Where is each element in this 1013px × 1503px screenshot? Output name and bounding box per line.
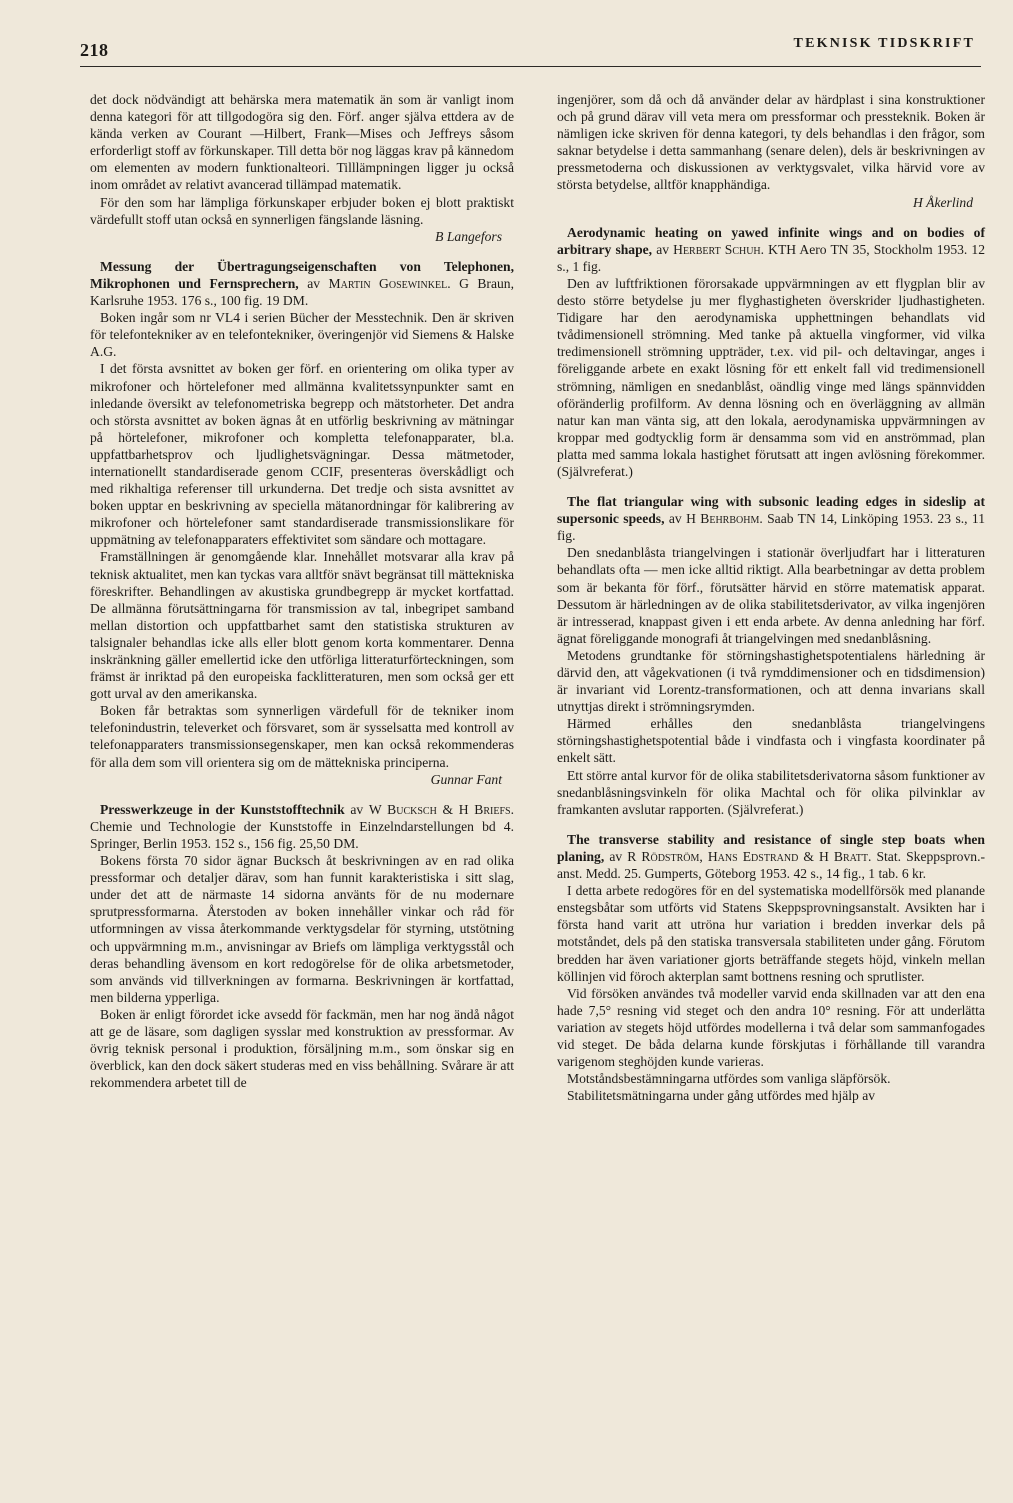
review-author: W Bucksch & H Briefs (368, 801, 511, 817)
review-by: av (609, 848, 623, 864)
review-title: Messung der Übertragungseigenschaften von Telephonen, Mikrophonen und Fernsprechern, (90, 258, 514, 291)
review-author: Herbert Schuh (673, 241, 761, 257)
review-by: av (307, 275, 321, 291)
review-paragraph: Boken får betraktas som synnerligen värdefull för de tekniker inom telefonindustrin, televerket och försvaret, som är sysselsatta med kontroll av telefonapparaters transmissionsegenskaper, men kan också rekommenderas för alla dem som vill orientera sig om de mättekniska principerna. (90, 703, 514, 770)
review-title: Presswerkzeuge in der Kunststofftechnik (100, 801, 345, 817)
review-paragraph: I detta arbete redogöres för en del systematiska modellförsök med planande enstegsbåtar som utförts vid Statens Skeppsprovningsanstalt. Avsikten har i första hand varit att utröna hur variation i bredden inverkar dels på motståndet, dels på den statiska transversala stabiliteten under gång. Förutom bredden har även variationer gjorts beträffande stegets höjd, vinkeln mellan köllinjen vid föroch akterplan samt bottnens resning och sprutlister. (557, 883, 985, 984)
review-heading (90, 258, 514, 309)
review-paragraph: Motståndsbestämningarna utfördes som vanliga släpförsök. (567, 1071, 891, 1087)
reviewer-signature: Gunnar Fant (430, 771, 502, 787)
review-publication: . KTH Aero TN 35, Stockholm 1953. 12 s., 1 fig. (557, 241, 985, 274)
review-heading (557, 493, 985, 544)
review-paragraph: Boken är enligt förordet icke avsedd för fackmän, men har nog ändå något att ge de läsare, som dagligen sysslar med konstruktion av pressformar. Av övrig teknisk personal i produktion, försäljning m.m., som önskar sig en överblick, kan den dock säkert studeras med en viss behållning. Svårare är att rekommendera arbetet till de (90, 1006, 514, 1091)
review-by: av (668, 511, 682, 527)
review-paragraph: Ett större antal kurvor för de olika stabilitetsderivatorna såsom funktioner av snedanblåsningsvinkeln för olika Machtal och för olika pilvinklar av framkanten avslutar rapporten. (Självreferat.) (557, 767, 985, 817)
review-publication: . Saab TN 14, Linköping 1953. 23 s., 11 fig. (557, 511, 985, 544)
review-paragraph: Den av luftfriktionen förorsakade uppvärmningen av ett flygplan blir av desto större betydelse ju mer flyghastigheten överskrider ljudhastigheten. Tidigare har den aerodynamiska upphettningen behandlats vid tvådimensionell strömning. Med tanke på aktuella vingformer, vid vilka tredimensionell strömning uppträder, t.ex. vid pil- och deltavingar, anges i föreliggande arbete en exakt lösning för ett enkelt fall vid tredimensionell strömning, nämligen en snedanblåst, oändlig vinge med längs spännvidden oföränderlig profilform. Av denna lösning och en överläggning av allmän natur kan man vänta sig, att den lokala, aerodynamiska uppvärmningen av kroppar med godtycklig form är densamma som vid en anströmmad, plan platta med samma lokala hastighet förutsatt att ingen avlösning förekommer. (Självreferat.) (557, 275, 985, 479)
review-publication: . G Braun, Karlsruhe 1953. 176 s., 100 fig. 19 DM. (90, 275, 514, 309)
review-publication: . Chemie und Technologie der Kunststoffe in Einzelndarstellungen bd 4. Springer, Berlin 1953. 152 s., 156 fig. 25,50 DM. (90, 801, 514, 851)
review-transverse-stability (557, 831, 985, 1105)
review-paragraph: Vid försöken användes två modeller varvid enda skillnaden var att den ena hade 7,5° resning vid steget och den andra 10° resning. För att underlätta variation av stegets höjd utfördes modellerna i två delar som sammanfogades vid steget. De båda delarna kunde förskjutas i förhållande till varandra varigenom steghöjden kunde varieras. (557, 985, 985, 1070)
review-paragraph: Bokens första 70 sidor ägnar Bucksch åt beskrivningen av en rad olika pressformar och detaljer därav, som han funnit karakteristiska i sitt slag, under det att de närmaste 14 sidorna använts för de nu modernare sprutpressformarna. Återstoden av boken innehåller vinkar och råd för utformningen av vissa återkommande verktygsdelar för styrning, utstötning och uppvärmning m.m., anvisningar av Briefs om lämpliga verktygsstål och deras behandling ävensom en kort redogörelse för de olika arbetsmetoder, som används vid tillverkningen av formarna. Beskrivningen är kortfattad, men bilderna ypperliga. (90, 853, 514, 1005)
continuation-paragraph: det dock nödvändigt att behärska mera matematik än som är vanligt inom denna kategori för att tillgodogöra sig den. Förf. anger själva ettdera av de kända verken av Courant —Hilbert, Frank—Mises och Jeffreys såsom erforderligt stoff av förkunskaper. Till detta bör nog läggas krav på kännedom om elementen av modern funktionalteori. Tilllämpningen ligger ju också inom området av relativt avancerad tillämpad matematik. (90, 92, 514, 193)
continuation-paragraph: För den som har lämpliga förkunskaper erbjuder boken ej blott praktiskt värdefullt stoff utan också en synnerligen fängslande läsning. (90, 194, 514, 227)
review-author: R Rödström, Hans Edstrand & H Bratt (627, 848, 868, 864)
review-title: Aerodynamic heating on yawed infinite wings and on bodies of arbitrary shape, (557, 224, 985, 257)
review-paragraph: Den snedanblåsta triangelvingen i stationär överljudfart har i litteraturen behandlats ofta — men icke alltid riktigt. Alla bearbetningar av detta problem som är bekanta för förf., förutsätter härvid en större matematisk apparat. Dessutom är härledningen av de olika stabilitetsderivator, av vilka ingenjören är intresserad, knappast given i ett enda arbete. Av denna anledning har förf. ägnat föreliggande monografi åt triangelvingen med snedanblåsning. (557, 545, 985, 646)
review-publication: . Stat. Skeppsprovn.-anst. Medd. 25. Gumperts, Göteborg 1953. 42 s., 14 fig., 1 tab. 6 kr. (557, 848, 986, 882)
review-presswerkzeuge (90, 801, 514, 1092)
review-paragraph: I det första avsnittet av boken ger förf. en orientering om olika typer av mikrofoner och hörtelefoner med allmänna kvalitetssynpunkter samt en inledande översikt av telefonometriska begrepp och mätstorheter. Det andra och största avsnittet av boken ägnas åt en utförlig beskrivning av mätningar på hörtelefoner, mikrofoner och kompletta telefonapparater, bl.a. uppfattbarhetsprov och ljudlighetsvägningar. Dessa mätmetoder, internationellt standardiserade genom CCIF, presenteras överskådligt och med rikhaltiga referenser till urkunderna. Det tredje och sista avsnittet av boken upptar en beskrivning av speciella mätanordningar för kalibrering av mikrofoner och hörtelefoner samt standardiserade transmissionslikare för uppmätning av telefonapparaters effektivitet som sändare och mottagare. (90, 361, 514, 548)
review-paragraph: Metodens grundtanke för störningshastighetspotentialens härledning är därvid den, att vågekvationen (i två rymddimensioner och en tidsdimension) är invariant vid Lorentz-transformationen, och att denna invarians skall utnyttjas direkt i strömningsrymden. (557, 647, 985, 715)
review-author: Martin Gosewinkel (328, 275, 448, 291)
review-by: av (656, 241, 670, 257)
review-paragraph: Boken ingår som nr VL4 i serien Bücher der Messtechnik. Den är skriven för telefontekniker av en telefontekniker, överingenjör vid Siemens & Halske A.G. (90, 310, 514, 360)
review-triangular-wing (557, 493, 985, 818)
journal-title: TEKNISK TIDSKRIFT (793, 36, 975, 51)
review-paragraph: Stabilitetsmätningarna under gång utfördes med hjälp av (567, 1088, 876, 1104)
review-heading (557, 831, 985, 882)
review-paragraph: Härmed erhålles den snedanblåsta triangelvingens störningshastighetspotential både i vindfasta och i vingfasta koordinater på enkelt sätt. (557, 716, 985, 766)
review-title: The transverse stability and resistance of single step boats when planing, (557, 831, 985, 864)
right-column (557, 91, 985, 1104)
header-rule (80, 66, 981, 67)
reviewer-signature: H Åkerlind (912, 194, 973, 210)
continuation-paragraph: ingenjörer, som då och då använder delar av härdplast i sina konstruktioner och på grund därav vill veta mera om pressformar och pressteknik. Boken är nämligen icke skriven för denna kategori, ty dels behandlas i den frågor, som saknar betydelse i detta sammanhang (senare delen), dels är beskrivningen av pressmetoderna och diskussionen av verktygsvalet, vilka härvid vore av största betydelse, alltför knapphändiga. (557, 92, 985, 193)
review-by: av (350, 801, 364, 817)
left-column (90, 91, 514, 1091)
review-aerodynamic-heating (557, 224, 985, 480)
review-heading (557, 224, 985, 275)
review-heading (90, 801, 514, 852)
review-paragraph: Framställningen är genomgående klar. Innehållet motsvarar alla krav på teknisk aktualitet, men kan tyckas vara alltför snävt begränsat till mättekniska föreskrifter. Behandlingen av akustiska grundbegrepp är mycket kortfattad. De allmänna förutsättningarna för transmission av tal, inbegripet samband mellan distortion och uppfattbarhet samt den statistiska strukturen av talsignaler behandlas icke alls eller blott genom korta kommentarer. Denna inskränkning gäller emellertid icke den utförliga litteraturförteckningen, som främst är inriktad på den europeiska facklitteraturen, men som också ger ett gott urval av den amerikanska. (90, 549, 514, 702)
page-number: 218 (80, 40, 109, 60)
review-author: H Behrbohm (686, 511, 760, 527)
review-title: The flat triangular wing with subsonic leading edges in sideslip at supersonic speeds, (557, 494, 985, 527)
reviewer-signature: B Langefors (435, 228, 502, 244)
review-messung (90, 258, 514, 788)
